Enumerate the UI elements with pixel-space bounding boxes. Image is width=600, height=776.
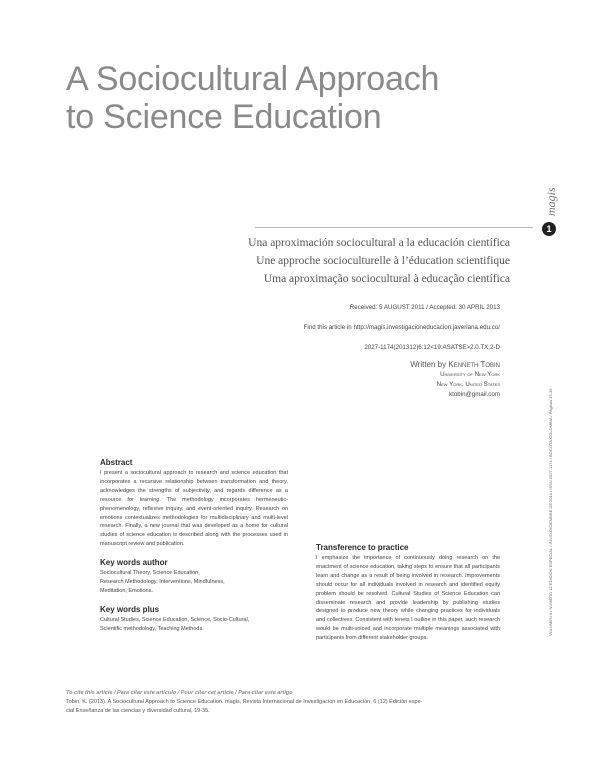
citation-heading: To cite this article / Para citar este artículo / Pour citer cet article / Para citar este artigo: [66, 690, 293, 696]
title-divider: [255, 227, 533, 228]
abstract-heading: Abstract: [100, 458, 133, 467]
article-title: [66, 60, 506, 136]
title-spanish: Una aproximación sociocultural a la educación científica: [248, 237, 510, 249]
citation-line-1: Tobin, K. (2013). A Sociocultural Approach to Science Education. magis, Revista Internacional de Investigación en Educación, 6 (12) Edición espe-: [66, 699, 423, 705]
magis-logo: magis: [544, 187, 558, 216]
title-portuguese: Uma aproximação sociocultural à educação científica: [263, 273, 510, 285]
author-block: [330, 360, 500, 400]
keywords-plus-line: Scientific methodology, Teaching Methods.: [100, 625, 204, 632]
title-line-2: to Science Education: [66, 98, 382, 136]
keywords-plus-line: Cultural Studies, Science Education, Science, Socio-Cultural,: [100, 616, 250, 623]
article-doi: 2027-1174(201312)6:12<19:ASATSE>2.0.TX;2-D: [364, 344, 500, 351]
title-line-1: A Sociocultural Approach: [66, 60, 440, 98]
abstract-text: I present a sociocultural approach to research and science education that incorporates a recursive relationship between transformation and theory, acknowledges the strengths of subjectivity, and regards difference as a resource for learning. The methodology incorporates hermeneutic-phenomenology, reflexive inquiry, and event-oriented inquiry. Research on emotions contextualizes methodologies for multidisciplinary and multi-level research. Finally, a new journal that was developed as a home for cultural studies of science education is described along with the processes used in manuscript review and publication.: [100, 470, 288, 548]
volume-info-vertical: VOLUMEN 6 / NÚMERO 12 EDICIÓN ESPECIAL / JULIO-DICIEMBRE DE 2013 / ISSN 2027-1174 / BOGOTÁ-COLOMBIA / Páginas 19-35: [548, 388, 553, 636]
keywords-author-line: Meditation, Emotions.: [100, 587, 153, 594]
citation-line-2: cial Enseñanza de las ciencias y diversidad cultural, 19-35.: [66, 708, 210, 714]
transference-text: I emphasize the importance of continuously doing research on the enactment of science education, taking steps to ensure that all participants learn and change as a result of being involved in research. Improvements should occur for all individuals involved in research and identified equity problem should be resolved. Cultural Studies of Science Education can disseminate research and provide leadership by publishing studies designed to produce new theory while changing practices for individuals and collectives. Consistent with tenets I outline in this paper, such research would be multi-voiced and incorporate multiple meanings associated with participants from different stakeholder groups.: [316, 555, 500, 642]
author-location: New York, United States: [436, 381, 500, 388]
right-column: [316, 543, 500, 643]
author-email[interactable]: ktobin@gmail.com: [449, 391, 500, 398]
keywords-plus-heading: Key words plus: [100, 604, 160, 614]
left-column: [100, 458, 288, 634]
find-article-link[interactable]: Find this article in http://magis.investigacioneducacion.javeriana.edu.co/: [303, 324, 500, 331]
article-metadata: [270, 303, 500, 353]
written-by-label: Written by: [410, 360, 447, 369]
received-accepted-dates: Received: 5 AUGUST 2011 / Accepted: 30 APRIL 2013: [349, 304, 500, 311]
keywords-plus-list: [100, 616, 288, 634]
transference-heading: Transference to practice: [316, 543, 409, 552]
author-affiliation: University of New York: [440, 371, 500, 378]
citation-block: [66, 689, 506, 716]
title-french: Une approche socioculturelle à l’éducation scientifique: [256, 255, 510, 267]
author-name: Kenneth Tobin: [448, 360, 500, 369]
keywords-author-line: Research Methodology, Interventions, Mindfulness,: [100, 579, 225, 586]
keywords-author-heading: Key words author: [100, 558, 168, 568]
keywords-author-list: [100, 569, 288, 596]
keywords-author-line: Sociocultural Theory, Science Education,: [100, 570, 200, 577]
translated-titles: [210, 234, 510, 288]
page-number-badge: 1: [542, 222, 556, 236]
